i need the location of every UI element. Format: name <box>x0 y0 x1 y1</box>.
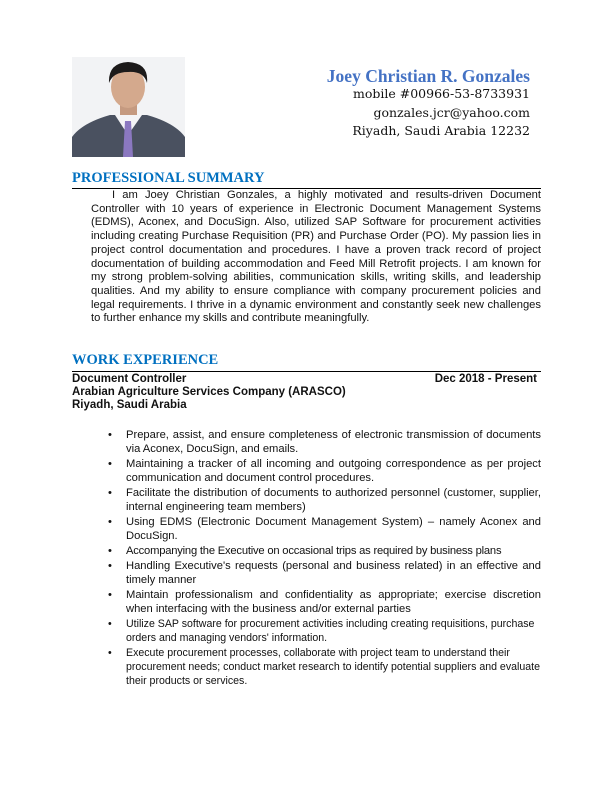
bullet-icon: • <box>108 516 112 528</box>
profile-photo <box>72 57 185 157</box>
list-item <box>72 588 541 616</box>
list-item <box>72 515 541 543</box>
list-item-text: Maintain professionalism and confidentiality as appropriate; exercise discretion when interfacing with the business and/or external parties <box>126 589 541 615</box>
list-item-text: Execute procurement processes, collaborate with project team to understand their procurement needs; conduct market research to identify potential suppliers and evaluate their products or services. <box>126 647 540 687</box>
list-item-text: Handling Executive's requests (personal and business related) in an effective and timely manner <box>126 560 541 586</box>
bullet-icon: • <box>108 560 112 572</box>
candidate-name: Joey Christian R. Gonzales <box>326 66 530 86</box>
job-title: Document Controller <box>72 373 187 385</box>
bullet-icon: • <box>108 458 112 470</box>
section-heading-experience: WORK EXPERIENCE <box>72 352 219 368</box>
bullet-icon: • <box>108 618 112 630</box>
job-dates: Dec 2018 - Present <box>434 373 537 385</box>
list-item-text: Prepare, assist, and ensure completeness of electronic transmission of documents via Aconex, DocuSign, and emails. <box>126 429 541 455</box>
person-portrait-icon <box>72 57 185 157</box>
email-address: gonzales.jcr@yahoo.com <box>373 105 530 120</box>
bullet-icon: • <box>108 487 112 499</box>
company-name: Arabian Agriculture Services Company (ARASCO) <box>72 386 346 398</box>
list-item <box>72 559 541 587</box>
bullet-icon: • <box>108 545 112 557</box>
list-item-text: Accompanying the Executive on occasional trips as required by business plans <box>126 545 502 557</box>
list-item <box>72 486 541 514</box>
mobile-number: mobile #00966-53-8733931 <box>352 86 530 101</box>
bullet-icon: • <box>108 429 112 441</box>
list-item <box>72 428 541 456</box>
list-item <box>72 457 541 485</box>
section-heading-summary: PROFESSIONAL SUMMARY <box>72 170 265 186</box>
list-item-text: Utilize SAP software for procurement activities including creating requisitions, purchase orders and managing vendors' information. <box>126 618 535 644</box>
address: Riyadh, Saudi Arabia 12232 <box>352 123 530 138</box>
bullet-icon: • <box>108 589 112 601</box>
list-item <box>72 544 541 558</box>
summary-paragraph: I am Joey Christian Gonzales, a highly motivated and results-driven Document Controller with 10 years of experience in Electronic Document Management Systems (EDMS), Aconex, and DocuSign. Also, utilized SAP Software for procurement activities including creating Purchase Requisition (PR) and Purchase Order (PO). My passion lies in project control documentation and procedures. I have a proven track record of project documentation of building accommodation and Feed Mill Retrofit projects. I am known for my strong problem-solving abilities, communication skills, writing skills, and leadership qualities. And my ability to ensure compliance with company procurement policies and legal requirements. I thrive in a dynamic environment and constantly seek new challenges to further enhance my skills and contribute meaningfully. <box>91 189 541 325</box>
section-divider <box>72 371 541 372</box>
responsibilities-list <box>72 428 541 689</box>
bullet-icon: • <box>108 647 112 659</box>
list-item-text: Maintaining a tracker of all incoming and outgoing correspondence as per project communication and document control procedures. <box>126 458 541 484</box>
list-item <box>72 617 541 645</box>
list-item-text: Facilitate the distribution of documents to authorized personnel (customer, supplier, internal engineering team members) <box>126 487 541 513</box>
list-item-text: Using EDMS (Electronic Document Management System) – namely Aconex and DocuSign. <box>126 516 541 542</box>
job-location: Riyadh, Saudi Arabia <box>72 399 187 411</box>
list-item <box>72 646 541 688</box>
